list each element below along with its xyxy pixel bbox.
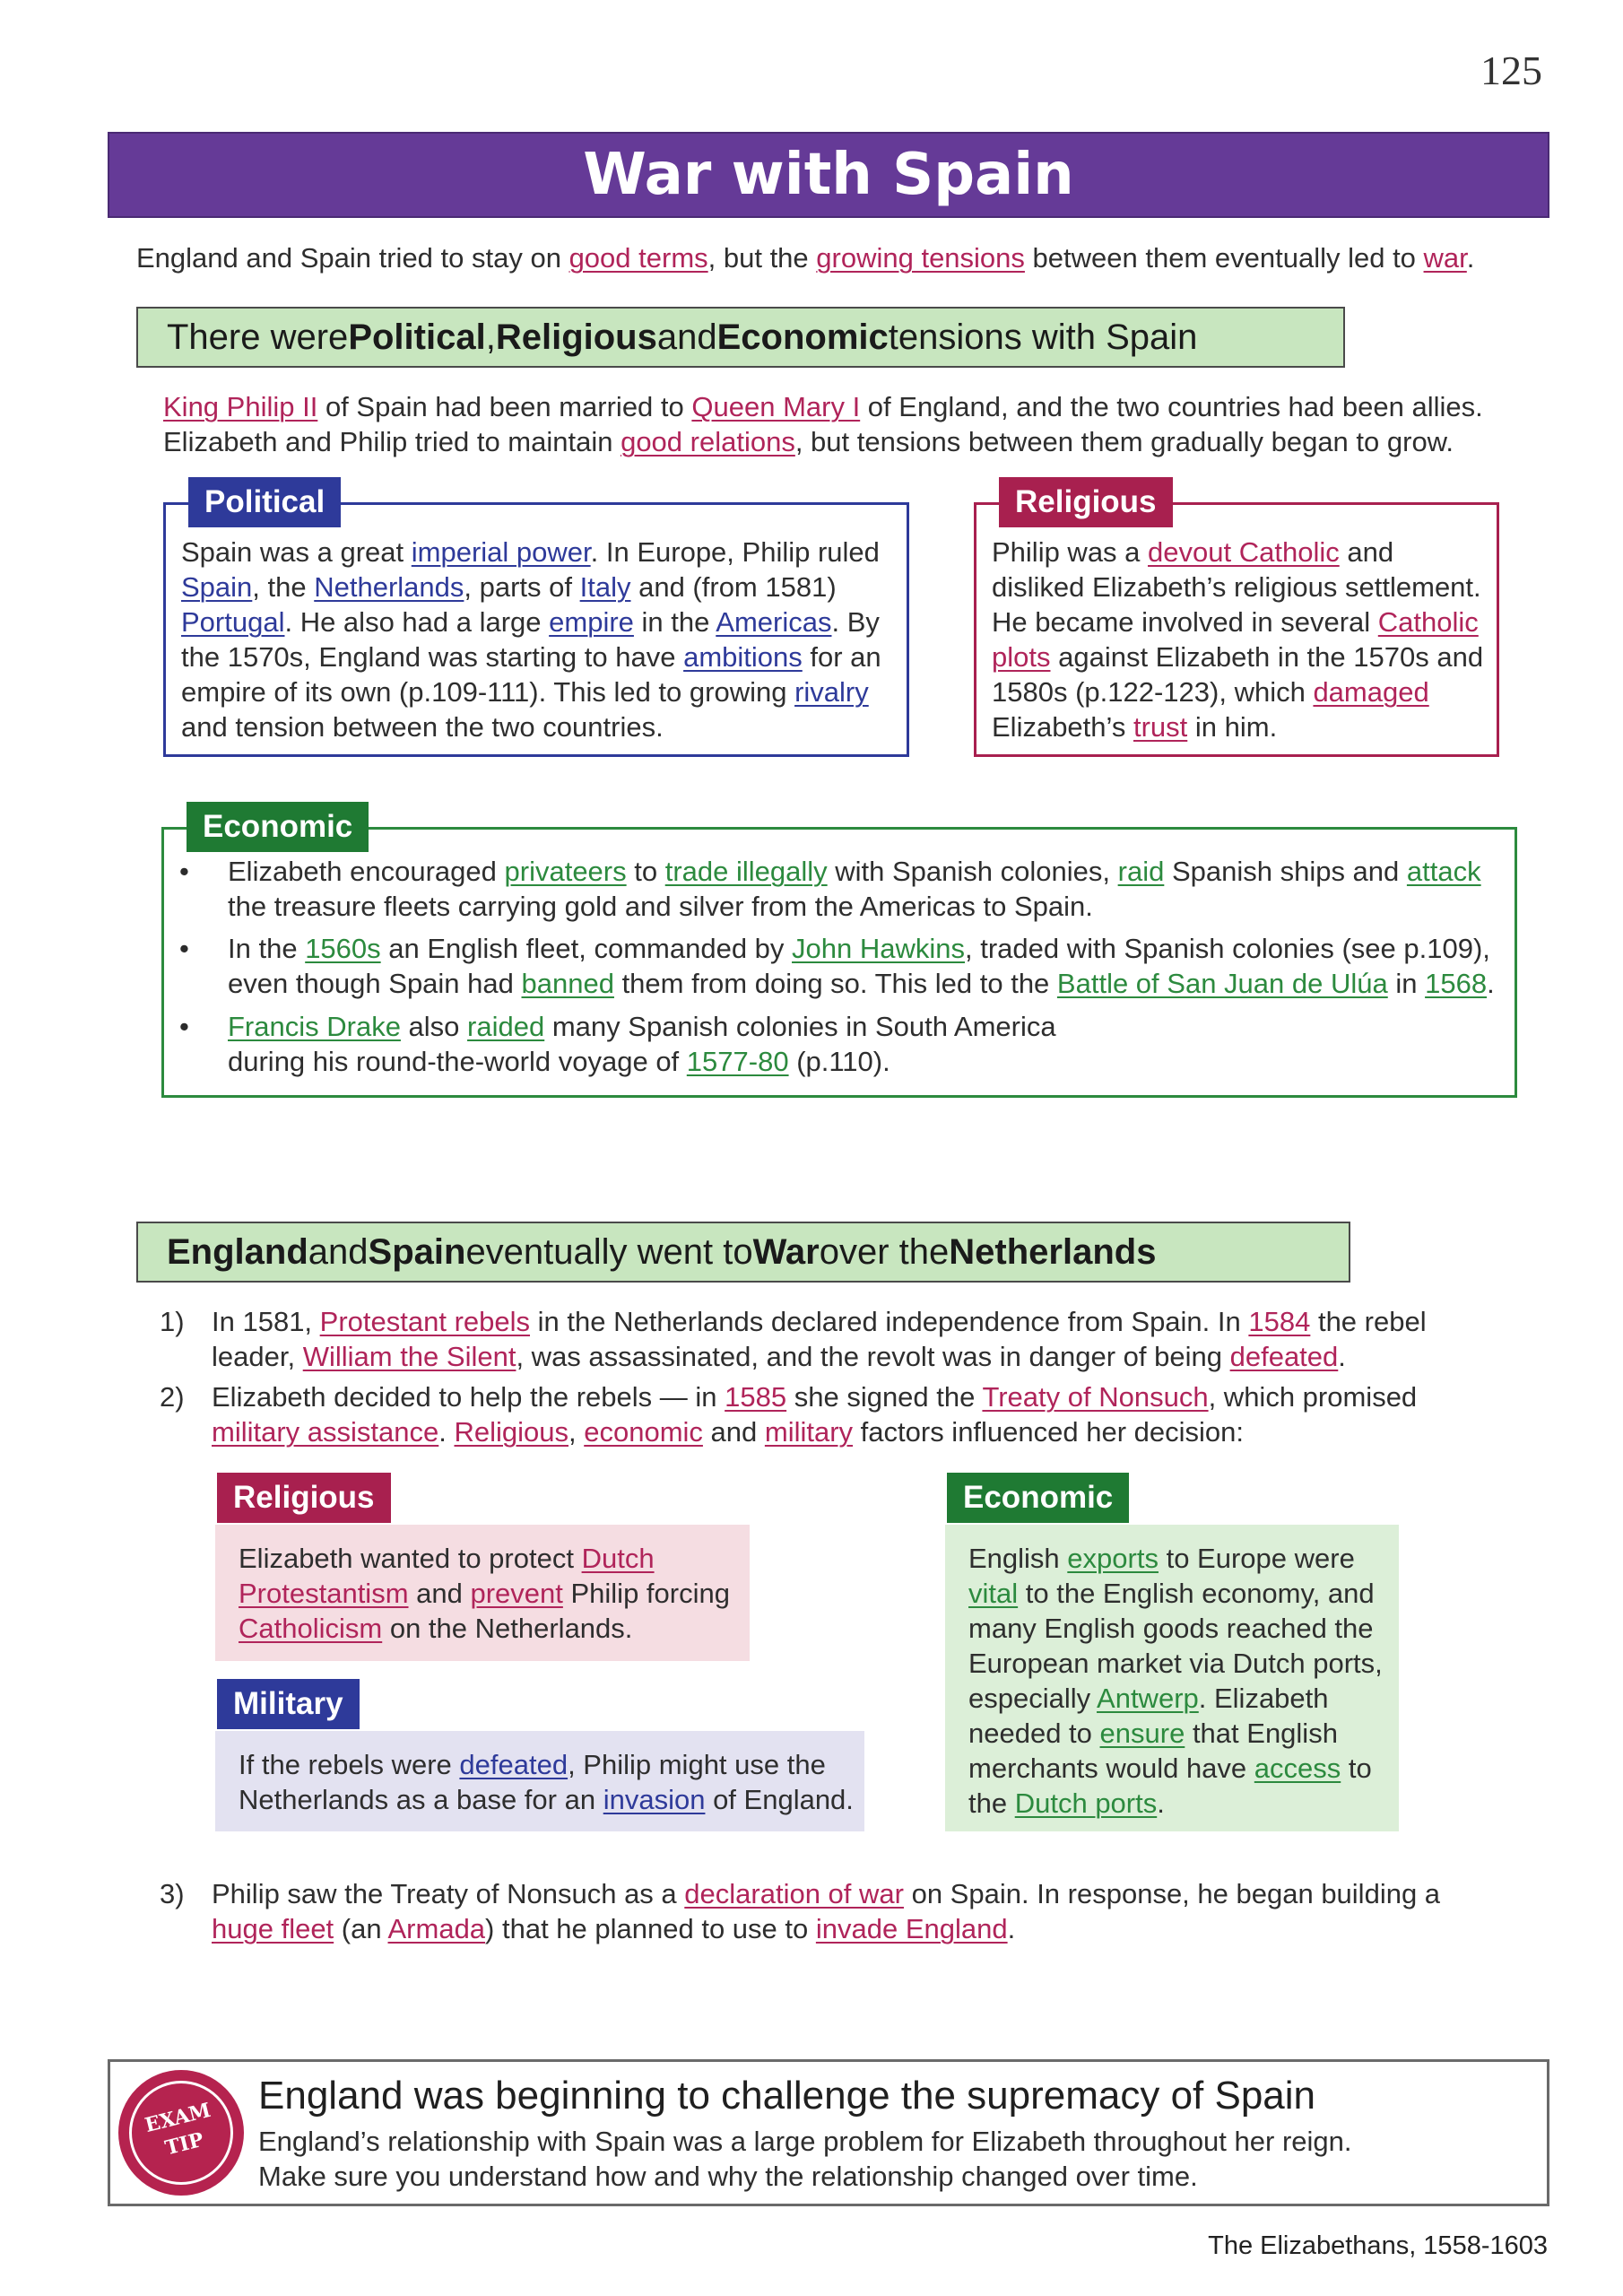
footer-book-title: The Elizabethans, 1558-1603 bbox=[1208, 2231, 1548, 2260]
list-item-rebels: In 1581, Protestant rebels in the Netherlands declared independence from Spain. In 1584 the rebel leader, William the Silent, was assassinated, and the revolt was in danger of being defeated. bbox=[212, 1306, 1427, 1372]
section-heading-tensions: There were Political , Religious and Economic tensions with Spain bbox=[136, 307, 1345, 368]
economic-bullet-hawkins: In the 1560s an English fleet, commanded by John Hawkins, traded with Spanish colonies (see p.109), even though Spain had banned them from doing so. This led to the Battle of San Juan de Ulúa in 1568. bbox=[228, 933, 1495, 999]
intro-paragraph: England and Spain tried to stay on good terms, but the growing tensions between them eventually led to war. bbox=[136, 242, 1475, 274]
religious-label: Religious bbox=[999, 477, 1173, 527]
military-factor-label: Military bbox=[217, 1679, 360, 1729]
exam-tip-heading: England was beginning to challenge the supremacy of Spain bbox=[258, 2074, 1316, 2118]
exam-tip-body: England’s relationship with Spain was a large problem for Elizabeth throughout her reign. Make sure you understand how and why the relationship changed over time. bbox=[258, 2126, 1352, 2192]
section-heading-netherlands: England and Spain eventually went to War over the Netherlands bbox=[136, 1222, 1350, 1283]
bullet-icon: • bbox=[179, 933, 189, 964]
religious-text: Philip was a devout Catholic and disliked Elizabeth’s religious settlement. He became involved in several Catholic plots against Elizabeth in the 1570s and 1580s (p.122-123), which damaged Elizabeth’s trust in him. bbox=[992, 536, 1484, 743]
list-number: 3) bbox=[160, 1878, 185, 1909]
title-banner bbox=[108, 132, 1549, 218]
economic-bullet-privateers: Elizabeth encouraged privateers to trade illegally with Spanish colonies, raid Spanish ships and attack the treasure fleets carrying gold and silver from the Americas to Spain. bbox=[228, 856, 1481, 922]
list-item-treaty: Elizabeth decided to help the rebels — in 1585 she signed the Treaty of Nonsuch, which promised military assistance. Religious, economic and military factors influenced her decision: bbox=[212, 1381, 1418, 1448]
political-text: Spain was a great imperial power. In Europe, Philip ruled Spain, the Netherlands, parts of Italy and (from 1581) Portugal. He also had a large empire in the Americas. By the 1570s, England was starting to have ambitions for an empire of its own (p.109-111). This led to growing rivalry and tension between the two countries. bbox=[181, 536, 881, 743]
economic-factor-label: Economic bbox=[947, 1473, 1129, 1523]
military-factor-text: If the rebels were defeated, Philip might use the Netherlands as a base for an invasion of England. bbox=[239, 1749, 854, 1815]
list-number: 2) bbox=[160, 1381, 185, 1413]
bullet-icon: • bbox=[179, 856, 189, 887]
page-number: 125 bbox=[1480, 48, 1542, 93]
political-label: Political bbox=[188, 477, 341, 527]
economic-factor-text: English exports to Europe were vital to the English economy, and many English goods reached the European market via Dutch ports, especially Antwerp. Elizabeth needed to ensure that English merchants would have access to the Dutch ports. bbox=[968, 1543, 1383, 1819]
list-item-armada: Philip saw the Treaty of Nonsuch as a declaration of war on Spain. In response, he began building a huge fleet (an Armada) that he planned to use to invade England. bbox=[212, 1878, 1441, 1944]
list-number: 1) bbox=[160, 1306, 185, 1337]
economic-label: Economic bbox=[187, 802, 369, 852]
economic-bullet-drake: Francis Drake also raided many Spanish colonies in South America during his round-the-world voyage of 1577-80 (p.110). bbox=[228, 1011, 1056, 1077]
page-title: War with Spain bbox=[583, 142, 1074, 208]
religious-factor-label: Religious bbox=[217, 1473, 391, 1523]
religious-factor-text: Elizabeth wanted to protect Dutch Protestantism and prevent Philip forcing Catholicism on the Netherlands. bbox=[239, 1543, 730, 1644]
tensions-intro-paragraph: King Philip II of Spain had been married to Queen Mary I of England, and the two countries had been allies. Elizabeth and Philip tried to maintain good relations, but tensions between them gradually began to grow. bbox=[163, 391, 1483, 457]
bullet-icon: • bbox=[179, 1011, 189, 1042]
exam-tip-badge-label: EXAM TIP bbox=[143, 2098, 213, 2161]
